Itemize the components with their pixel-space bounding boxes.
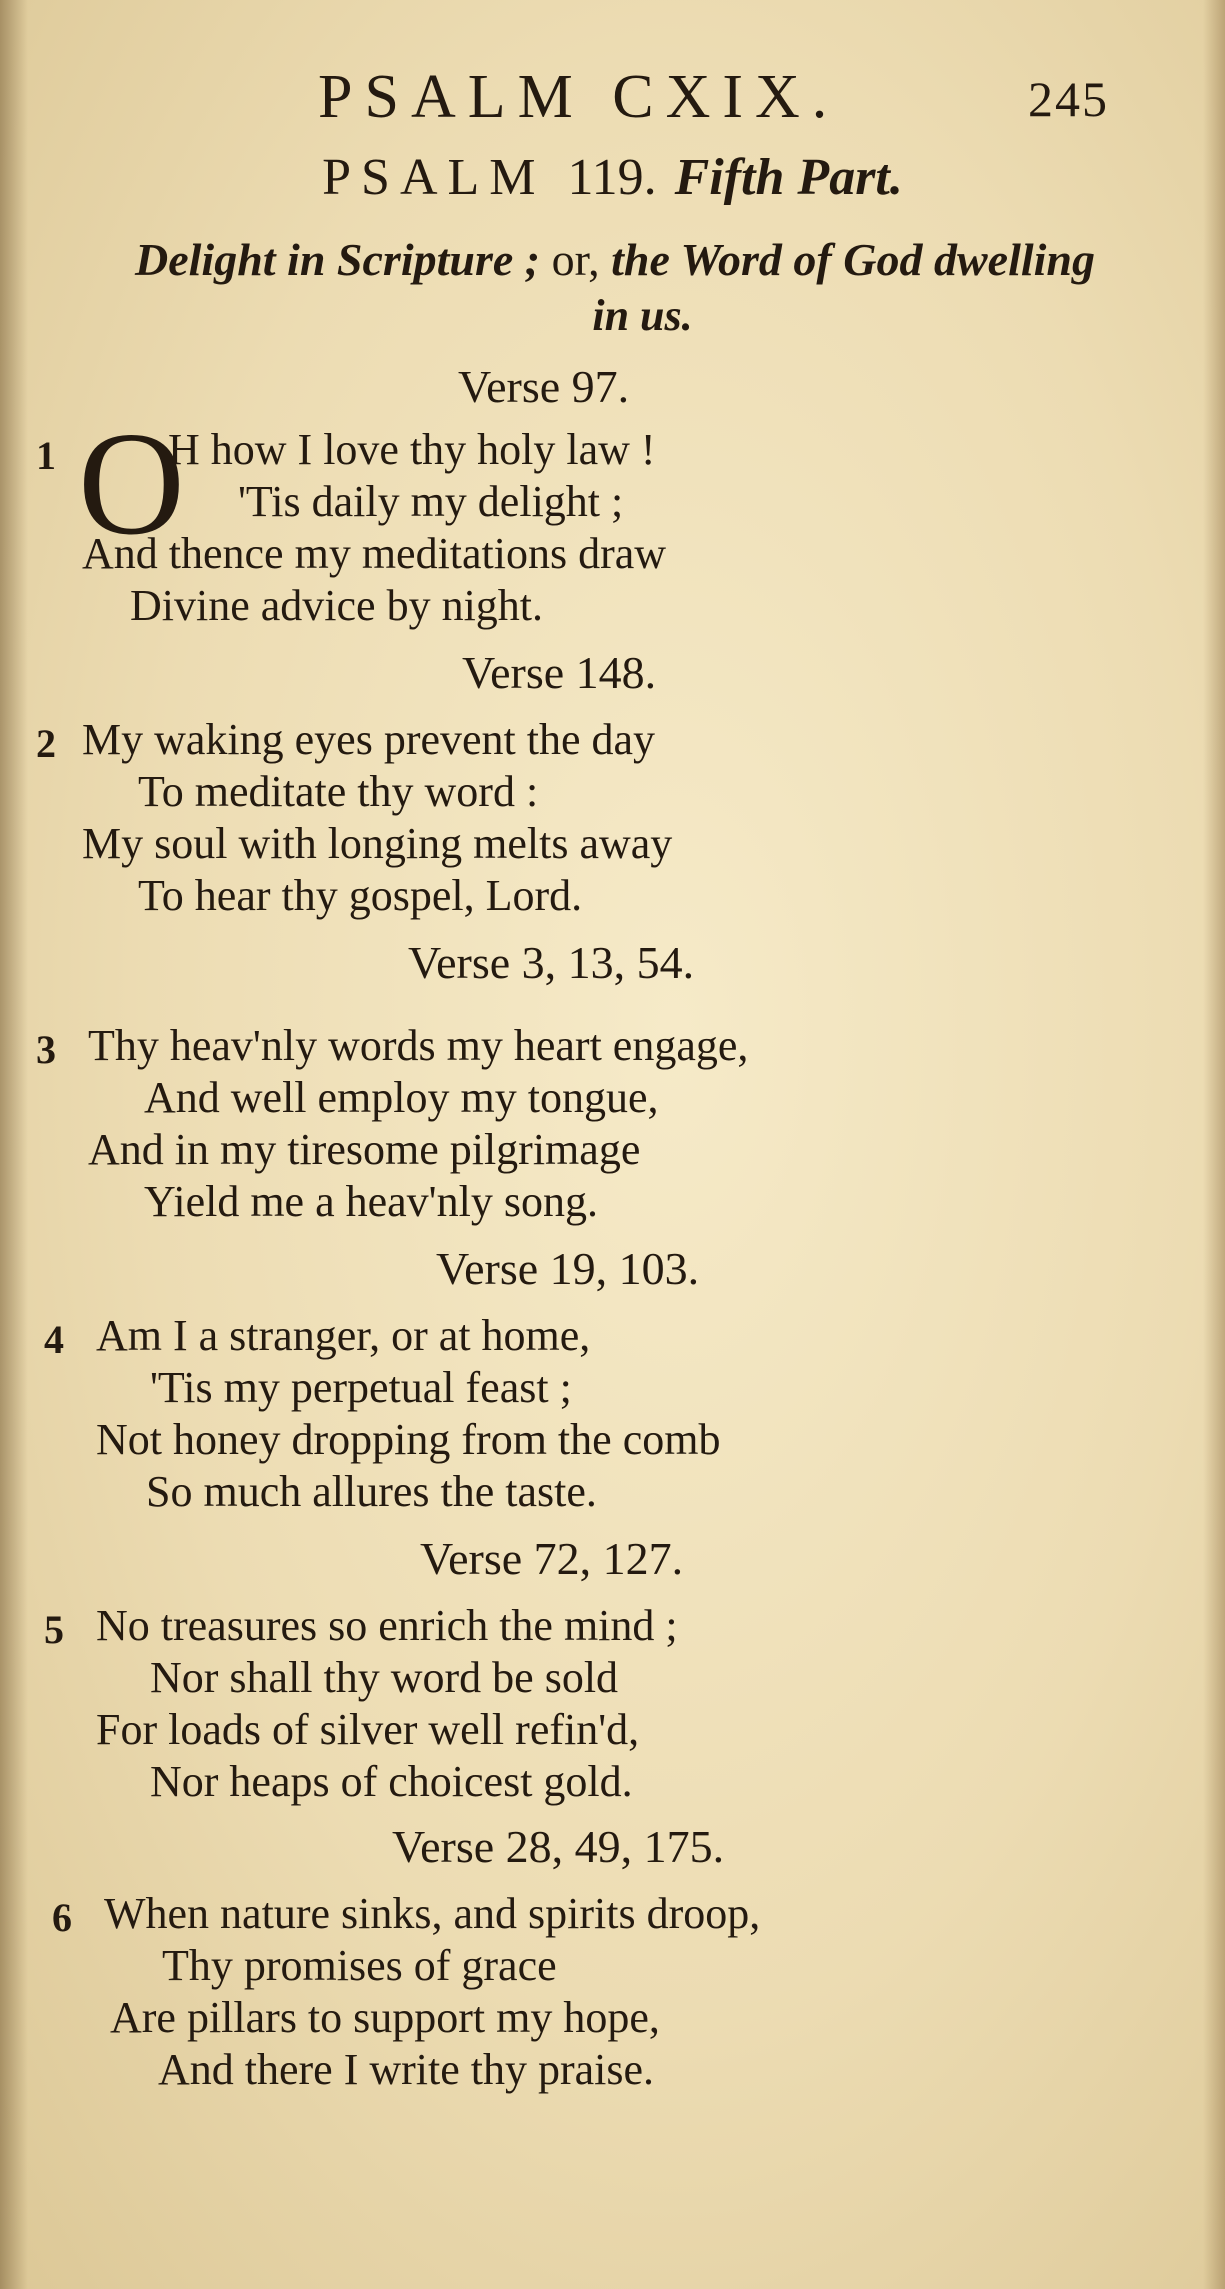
stanza-line: When nature sinks, and spirits droop, [104,1889,761,1938]
stanza-line: H how I love thy holy law ! [168,425,656,474]
verse-label: Verse 97. [458,361,630,412]
stanza-line: My soul with longing melts away [82,819,673,868]
stanza-line: Am I a stranger, or at home, [96,1311,591,1360]
stanza-line: Are pillars to support my hope, [110,1993,660,2042]
running-title: PSALM CXIX. [318,63,840,131]
stanza-number: 4 [44,1317,64,1362]
subtitle-continuation: in us. [592,291,693,340]
stanza-line: Thy heav'nly words my heart engage, [88,1021,749,1070]
verse-label: Verse 19, 103. [436,1243,700,1294]
stanza-line: 'Tis my perpetual feast ; [150,1363,572,1412]
subtitle-rest: the Word of God dwelling [611,234,1095,285]
stanza-line: To meditate thy word : [138,767,539,816]
verse-label: Verse 28, 49, 175. [392,1821,725,1872]
stanza-number: 5 [44,1607,64,1652]
spine-shadow [0,0,28,2289]
verse-label: Verse 148. [462,647,657,698]
stanza-number: 1 [36,433,56,478]
part-label: Fifth Part. [674,149,903,206]
stanza-line: And well employ my tongue, [144,1073,659,1122]
stanza-line: And there I write thy praise. [158,2045,655,2094]
stanza-line: Yield me a heav'nly song. [144,1177,598,1226]
page-number: 245 [1028,71,1109,127]
stanza-line: Nor shall thy word be sold [150,1653,619,1702]
stanza-line: And thence my meditations draw [82,529,667,578]
verse-label: Verse 3, 13, 54. [408,937,695,988]
stanza-line: For loads of silver well refin'd, [96,1705,640,1754]
stanza-number: 2 [36,721,56,766]
stanza-line: Not honey dropping from the comb [96,1415,721,1464]
page-header [0,62,1225,142]
stanza-line: Divine advice by night. [130,581,544,630]
subtitle-or: or, [551,234,600,285]
stanza-line: So much allures the taste. [146,1467,597,1516]
psalm-number: 119. [567,149,657,206]
stanza-line: 'Tis daily my delight ; [238,477,624,526]
stanza-line: And in my tiresome pilgrimage [88,1125,641,1174]
stanza-number: 6 [52,1895,72,1940]
page-edge [1203,0,1225,2289]
subtitle-main: Delight in Scripture ; [135,234,541,285]
stanza-number: 3 [36,1027,56,1072]
stanza-line: Nor heaps of choicest gold. [150,1757,633,1806]
part-title [0,148,1225,207]
stanza-line: To hear thy gospel, Lord. [138,871,583,920]
verse-label: Verse 72, 127. [420,1533,684,1584]
stanza-line: My waking eyes prevent the day [82,715,656,764]
psalm-word: PSALM [322,149,546,206]
dropcap-letter: O [78,402,185,566]
stanza-line: Thy promises of grace [162,1941,557,1990]
subtitle [40,228,1190,292]
stanza-line: No treasures so enrich the mind ; [96,1601,678,1650]
